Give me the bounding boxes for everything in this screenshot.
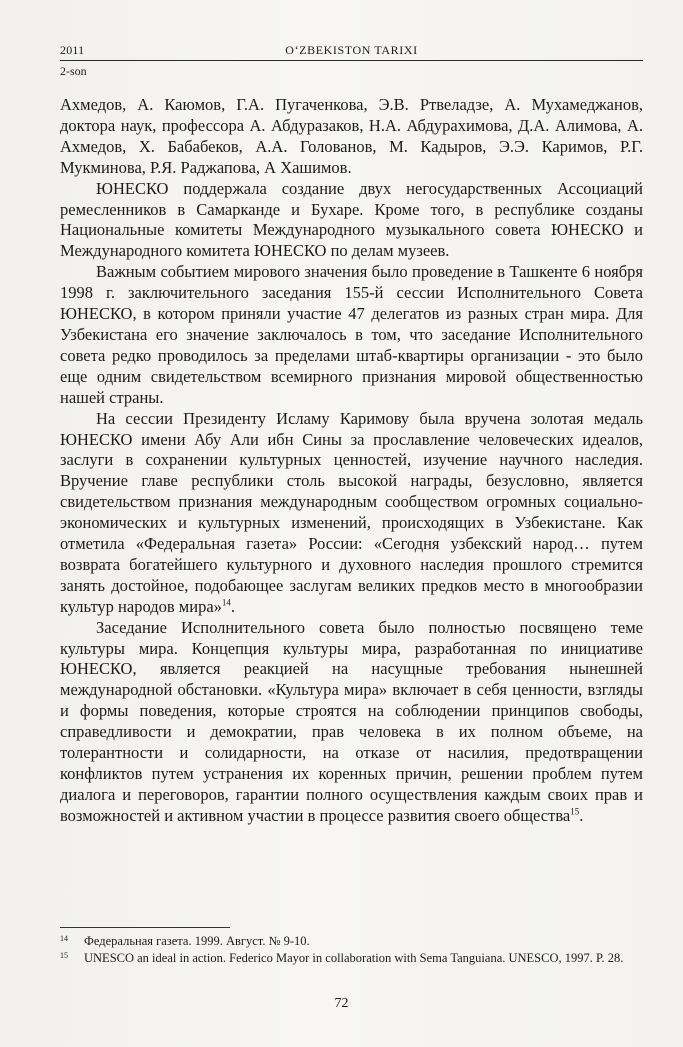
paragraph-text: Заседание Исполнительного совета было полностью посвящено теме культуры мира. Концепция культуры мира, разработанная по инициативе ЮНЕСКО, является реакцией на насущные требования нынешней международной обстановки. «Культура мира» включает в себя ценности, взгляды и формы поведения, которые строятся на соблюдении принципов свободы, справедливости и демократии, прав человека в их полном объеме, на толерантности и солидарности, на отказе от насилия, предотвращении конфликтов путем устранения их коренных причин, решении проблем путем диалога и переговоров, гарантии полного осуществления каждым своих прав и возможностей и активном участии в процессе развития своего общества bbox=[60, 617, 643, 825]
footnote-reference[interactable]: 15 bbox=[570, 806, 580, 817]
page-number: 72 bbox=[334, 996, 349, 1011]
header-year: 2011 bbox=[60, 43, 85, 57]
paragraph-text: Ахмедов, А. Каюмов, Г.А. Пугаченкова, Э.В. Ртвеладзе, А. Мухамеджанов, доктора наук, профессора А. Абдуразаков, Н.А. Абдурахимова, Д.А. Алимова, А. Ахмедов, Х. Бабабеков, А.А. Голованов, М. Кадыров, Э.Э. Каримов, Р.Г. Мукминова, Р.Я. Раджапова, А Хашимов. bbox=[60, 95, 643, 177]
journal-title: O‘ZBEKISTON TARIXI bbox=[285, 43, 418, 57]
paragraph: На сессии Президенту Исламу Каримову была вручена золотая медаль ЮНЕСКО имени Абу Али ибн Сины за прославление человеческих идеалов, заслуги в сохранении культурных ценностей, изучение научного наследия. Вручение главе республики столь высокой награды, безусловно, является свидетельством признания международным сообществом огромных социально-экономических и культурных изменений, происходящих в Узбекистане. Как отметила «Федеральная газета» России: «Сегодня узбекский народ… путем возврата богатейшего культурного и духовного наследия прошлого стремится занять достойное, подобающее заслугам великих предков место в многообразии культур народов мира»$^{14}$. bbox=[60, 408, 643, 616]
footnote bbox=[60, 950, 643, 967]
article-body bbox=[60, 95, 643, 827]
footnote-number: 14 bbox=[60, 934, 68, 943]
issue-label: 2-son bbox=[60, 64, 87, 78]
footnote-number: 15 bbox=[60, 951, 68, 961]
footnote-reference[interactable]: 14 bbox=[221, 597, 231, 608]
paragraph bbox=[60, 262, 643, 408]
footnote-text: Федеральная газета. 1999. Август. № 9-10. bbox=[84, 934, 310, 948]
paragraph-text: На сессии Президенту Исламу Каримову была вручена золотая медаль ЮНЕСКО имени Абу Али ибн Сины за прославление человеческих идеалов, заслуги в сохранении культурных ценностей, изучение научного наследия. Вручение главе республики столь высокой награды, безусловно, является свидетельством признания международным сообществом огромных социально-экономических и культурных изменений, происходящих в Узбекистане. Как отметила «Федеральная газета» России: «Сегодня узбекский народ… путем возврата богатейшего культурного и духовного наследия прошлого стремится занять достойное, подобающее заслугам великих предков место в многообразии культур народов мира» bbox=[60, 408, 643, 616]
header-rule bbox=[60, 60, 643, 61]
paragraph bbox=[60, 95, 643, 179]
footnote bbox=[60, 933, 643, 950]
paragraph bbox=[60, 179, 643, 263]
footnote-text: UNESCO an ideal in action. Federico Mayor in collaboration with Sema Tanguiana. UNESCO, 1997. P. 28. bbox=[84, 951, 624, 966]
footnote-rule bbox=[60, 927, 230, 928]
paragraph-text: Важным событием мирового значения было проведение в Ташкенте 6 ноября 1998 г. заключительного заседания 155-й сессии Исполнительного Совета ЮНЕСКО, в котором приняли участие 47 делегатов из разных стран мира. Для Узбекистана его значение заключалось в том, что заседание Исполнительного совета редко проводилось за пределами штаб-квартиры организации - это было еще одним свидетельством всемирного признания мировой общественностью нашей страны. bbox=[60, 262, 643, 407]
paragraph: Заседание Исполнительного совета было полностью посвящено теме культуры мира. Концепция культуры мира, разработанная по инициативе ЮНЕСКО, является реакцией на насущные требования нынешней международной обстановки. «Культура мира» включает в себя ценности, взгляды и формы поведения, которые строятся на соблюдении принципов свободы, справедливости и демократии, прав человека в их полном объеме, на толерантности и солидарности, на отказе от насилия, предотвращении конфликтов путем устранения их коренных причин, решении проблем путем диалога и переговоров, гарантии полного осуществления каждым своих прав и возможностей и активном участии в процессе развития своего общества$^{15}$. bbox=[60, 617, 643, 825]
footnotes bbox=[60, 933, 643, 967]
paragraph-text: ЮНЕСКО поддержала создание двух негосударственных Ассоциаций ремесленников в Самарканде и Бухаре. Кроме того, в республике созданы Национальные комитеты Международного музыкального совета ЮНЕСКО и Международного комитета ЮНЕСКО по делам музеев. bbox=[60, 178, 643, 261]
